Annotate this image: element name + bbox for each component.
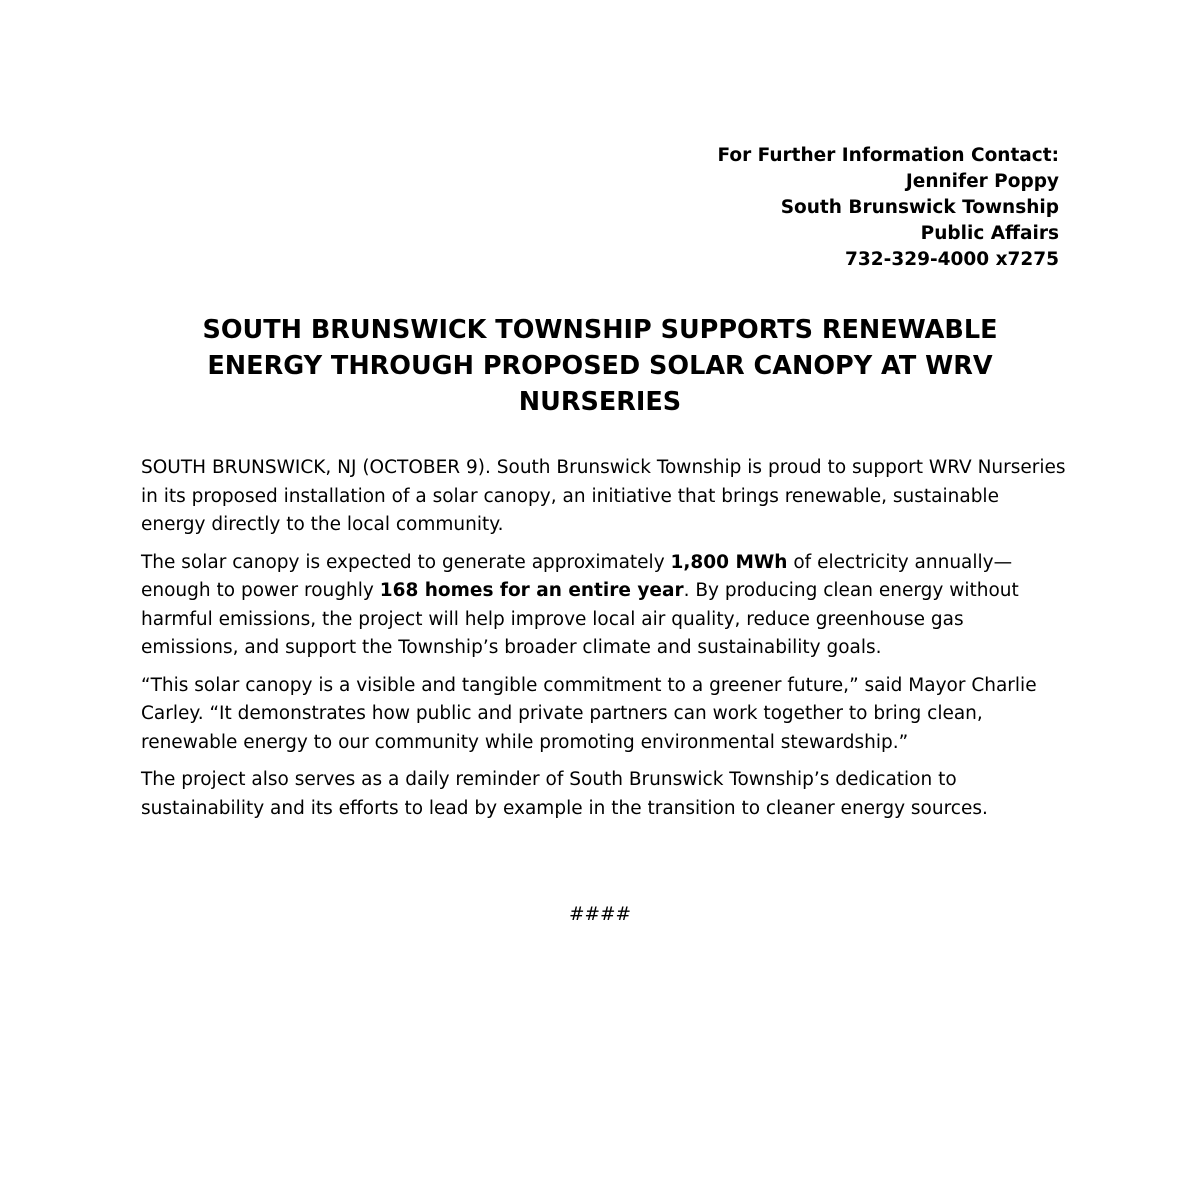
paragraph-energy-text-1: The solar canopy is expected to generate approximately [141,551,671,573]
paragraph-intro: SOUTH BRUNSWICK, NJ (OCTOBER 9). South Brunswick Township is proud to support WRV Nurseries in its proposed installation of a solar canopy, an initiative that brings renewable, sustainable energy directly to the local community. [141,457,1066,535]
homes-powered-value: 168 homes for an entire year [379,580,684,601]
contact-organization: South Brunswick Township [780,197,1059,218]
contact-heading: For Further Information Contact: [717,145,1059,166]
energy-output-value: 1,800 MWh [670,551,788,573]
paragraph-energy-text-2: of electricity annually—enough to power roughly [141,551,1013,601]
paragraph-energy [141,549,1066,663]
end-mark: #### [568,904,631,925]
contact-department: Public Affairs [920,223,1059,244]
headline: SOUTH BRUNSWICK TOWNSHIP SUPPORTS RENEWABLE ENERGY THROUGH PROPOSED SOLAR CANOPY AT WRV NURSERIES [202,315,998,417]
contact-name: Jennifer Poppy [905,171,1059,192]
contact-phone: 732-329-4000 x7275 [845,249,1059,270]
paragraph-energy-text-3: . By producing clean energy without harmful emissions, the project will help improve local air quality, reduce greenhouse gas emissions, and support the Township’s broader climate and sustainability goals. [141,580,1019,658]
paragraph-closing: The project also serves as a daily reminder of South Brunswick Township’s dedication to sustainability and its efforts to lead by example in the transition to cleaner energy sources. [141,769,988,819]
press-release-body [141,454,1066,832]
paragraph-quote: “This solar canopy is a visible and tangible commitment to a greener future,” said Mayor Charlie Carley. “It demonstrates how public and private partners can work together to bring clean, renewable energy to our community while promoting environmental stewardship.” [141,674,1037,753]
contact-block [718,143,1060,273]
